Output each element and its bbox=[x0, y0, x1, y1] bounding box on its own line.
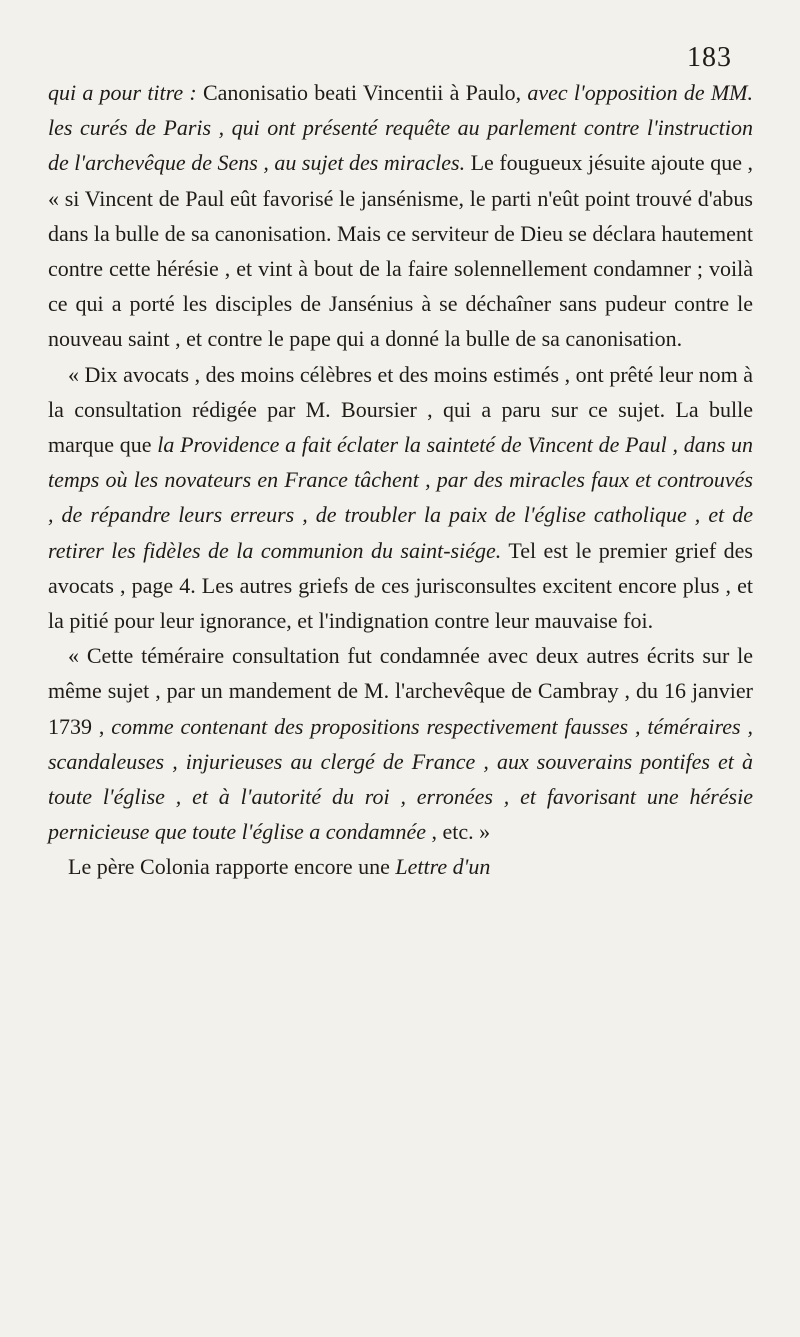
paragraph bbox=[48, 357, 753, 639]
text-run: Tel est le premier grief des avocats , page 4. Les autres griefs de ces jurisconsultes excitent encore plus , et la pitié pour leur ignorance, et l'indignation contre leur mauvaise foi. bbox=[48, 537, 753, 634]
italic-run: avec l'opposition de MM. les curés de Paris , qui ont présenté requête au parlement contre l'instruction de l'archevêque de Sens , au sujet des miracles. bbox=[48, 80, 753, 176]
paragraph bbox=[48, 638, 753, 849]
italic-run: qui a pour titre : bbox=[48, 80, 203, 105]
italic-run: Lettre d'un bbox=[395, 854, 491, 880]
text-run: Canonisatio beati Vincentii à Paulo, bbox=[202, 80, 528, 105]
text-run: Le fougueux jésuite ajoute que , « si Vincent de Paul eût favorisé le jansénisme, le parti n'eût point trouvé d'abus dans la bulle de sa canonisation. Mais ce serviteur de Dieu se déclara hautement contre cette hérésie , et vint à bout de la faire solennellement condamner ; voilà ce qui a porté les disciples de Jansénius à se déchaîner sans pudeur contre le nouveau saint , et contre le pape qui a donné la bulle de sa canonisation. bbox=[48, 150, 753, 352]
paragraph bbox=[48, 849, 753, 884]
paragraph bbox=[48, 75, 753, 357]
italic-run: la Providence a fait éclater la sainteté de Vincent de Paul , dans un temps où les novateurs en France tâchent , par des miracles faux et controuvés , de répandre leurs erreurs , de troubler la paix de l'église catholique , et de retirer les fidèles de la communion du saint-siége. bbox=[48, 432, 753, 563]
italic-run: comme contenant des propositions respectivement fausses , téméraires , scandaleuses , injurieuses au clergé de France , aux souverains pontifes et à toute l'église , et à l'autorité du roi , erronées , et favorisant une hérésie pernicieuse que toute l'église a condamnée bbox=[48, 713, 754, 845]
body-text bbox=[48, 75, 753, 885]
text-run: , etc. » bbox=[425, 819, 491, 845]
text-run: Le père Colonia rapporte encore une bbox=[68, 854, 396, 880]
text-run: « Dix avocats , des moins célèbres et des moins estimés , ont prêté leur nom à la consultation rédigée par M. Boursier , qui a paru sur ce sujet. La bulle marque que bbox=[48, 361, 753, 458]
page-number: 183 bbox=[687, 42, 732, 73]
text-run: « Cette téméraire consultation fut condamnée avec deux autres écrits sur le même sujet , par un mandement de M. l'archevêque de Cambray , du 16 janvier 1739 , bbox=[48, 643, 753, 739]
